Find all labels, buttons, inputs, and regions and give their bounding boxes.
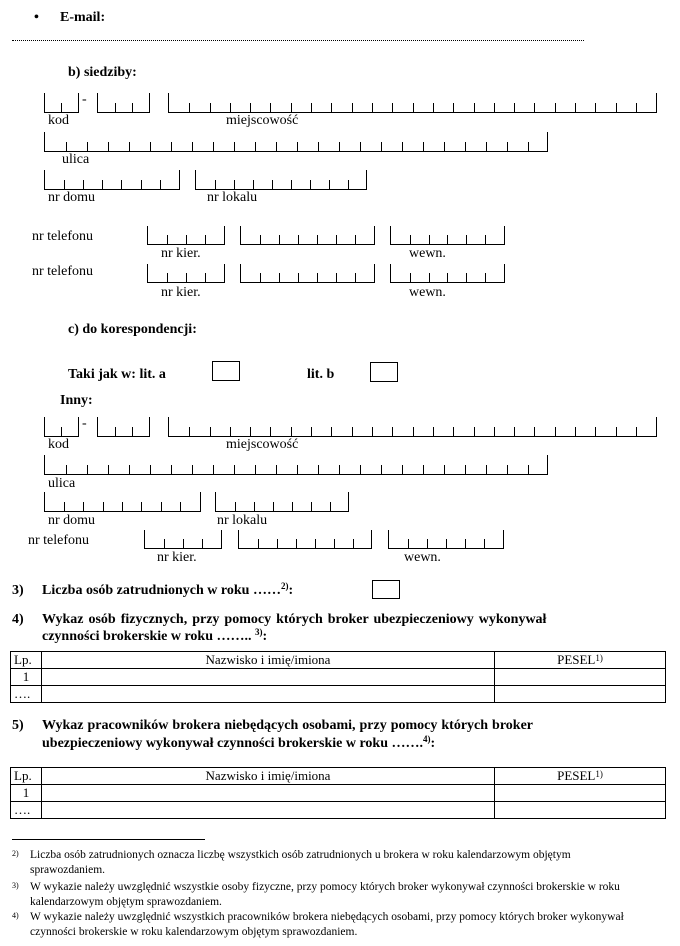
nr-domu2-field[interactable] [44,492,201,512]
lp-header: Lp. [11,768,42,785]
table-cell: …. [11,686,42,703]
bullet-icon: • [34,10,39,25]
phone2-number-field[interactable] [240,264,375,283]
phone2-kier-field[interactable] [147,264,225,283]
table-cell[interactable] [42,802,495,819]
phone3-number-field[interactable] [238,530,372,549]
ulica2-field[interactable] [44,455,548,475]
nr-domu2-label: nr domu [48,513,96,528]
taki-jak-label: Taki jak w: lit. a [68,367,166,382]
table-cell: 1 [11,669,42,686]
pesel-header: PESEL$^{1)}$ [495,768,666,785]
phone2-kier-label: nr kier. [161,285,201,300]
table-row[interactable] [11,686,666,703]
email-field[interactable] [12,40,584,41]
miejscowosc-field[interactable] [168,93,657,113]
ulica-label: ulica [62,152,90,167]
phone3-kier-field[interactable] [144,530,222,549]
nr-lokalu2-field[interactable] [215,492,349,512]
miejscowosc-label: miejscowość [226,113,299,128]
section5-line1: Wykaz pracowników brokera niebędących osobami, przy pomocy których broker [42,718,534,733]
table-cell[interactable] [495,802,666,819]
kod2-part1-field[interactable] [44,417,79,437]
inny-label: Inny: [60,393,93,408]
section4-table [10,651,666,703]
table-cell[interactable] [42,669,495,686]
lp-header: Lp. [11,652,42,669]
section4-line1: Wykaz osób fizycznych, przy pomocy których broker ubezpieczeniowy wykonywał [42,612,547,627]
ulica-field[interactable] [44,132,548,152]
nr-domu-field[interactable] [44,170,180,190]
phone1-number-field[interactable] [240,226,375,245]
table-row[interactable] [11,669,666,686]
miejscowosc2-field[interactable] [168,417,657,437]
phone2-wewn-field[interactable] [390,264,505,283]
table-cell[interactable] [495,686,666,703]
nr-lokalu2-label: nr lokalu [217,513,268,528]
employees-count-field[interactable] [372,580,400,599]
footnote-separator [12,839,205,840]
pesel-header: PESEL$^{1)}$ [495,652,666,669]
kod2-part2-field[interactable] [97,417,150,437]
siedziby-heading: b) siedziby: [68,65,137,80]
section3-number: 3) [12,583,24,598]
miejscowosc2-label: miejscowość [226,437,299,452]
ulica2-label: ulica [48,476,76,491]
kod-part1-field[interactable] [44,93,79,113]
phone3-kier-label: nr kier. [157,550,197,565]
phone3-wewn-label: wewn. [404,550,441,565]
name-header: Nazwisko i imię/imiona [42,768,495,785]
table-header-row [11,768,666,785]
table-row[interactable] [11,785,666,802]
phone2-wewn-label: wewn. [409,285,446,300]
phone1-wewn-label: wewn. [409,246,446,261]
kod2-dash: - [82,416,87,431]
email-label: E-mail: [60,10,106,25]
section4-line2: czynności brokerskie w roku …….. $^{3)}$: [42,627,268,644]
section5-number: 5) [12,718,24,733]
phone1-wewn-field[interactable] [390,226,505,245]
footnote-2: 2) Liczba osób zatrudnionych oznacza liczbę wszystkich osób zatrudnionych u brokera w roku kalendarzowym objętym sprawozdaniem. [12,849,571,876]
phone2-label: nr telefonu [32,264,94,279]
table-cell[interactable] [42,686,495,703]
table-cell[interactable] [495,785,666,802]
section5-table [10,767,666,819]
table-row[interactable] [11,802,666,819]
table-cell[interactable] [42,785,495,802]
nr-lokalu-field[interactable] [195,170,367,190]
table-header-row [11,652,666,669]
phone1-label: nr telefonu [32,229,94,244]
nr-lokalu-label: nr lokalu [207,190,258,205]
phone1-kier-label: nr kier. [161,246,201,261]
lit-b-checkbox[interactable] [370,362,398,382]
kod-part2-field[interactable] [97,93,150,113]
table-cell: …. [11,802,42,819]
table-cell[interactable] [495,669,666,686]
phone3-wewn-field[interactable] [388,530,504,549]
section3-text: Liczba osób zatrudnionych w roku ……$^{2)}$: [42,581,294,598]
footnote-4: 4) W wykazie należy uwzględnić wszystkich pracowników brokera niebędących osobami, przy pomocy których broker wykonywał czynności brokerskie w roku kalendarzowym objętym sprawozdaniem. [12,911,624,938]
kod2-label: kod [48,437,69,452]
korespondencja-heading: c) do korespondencji: [68,322,197,337]
phone1-kier-field[interactable] [147,226,225,245]
section4-number: 4) [12,612,24,627]
footnote-3: 3) W wykazie należy uwzględnić wszystkie osoby fizyczne, przy pomocy których broker wykonywał czynności brokerskie w roku kalendarzowym objętym sprawozdaniem. [12,881,620,908]
kod-dash: - [82,92,87,107]
lit-b-label: lit. b [307,367,335,382]
section5-line2: ubezpieczeniowy wykonywał czynności brokerskie w roku …….$^{4)}$: [42,734,436,751]
nr-domu-label: nr domu [48,190,96,205]
name-header: Nazwisko i imię/imiona [42,652,495,669]
table-cell: 1 [11,785,42,802]
lit-a-checkbox[interactable] [212,361,240,381]
kod-label: kod [48,113,69,128]
phone3-label: nr telefonu [28,533,90,548]
